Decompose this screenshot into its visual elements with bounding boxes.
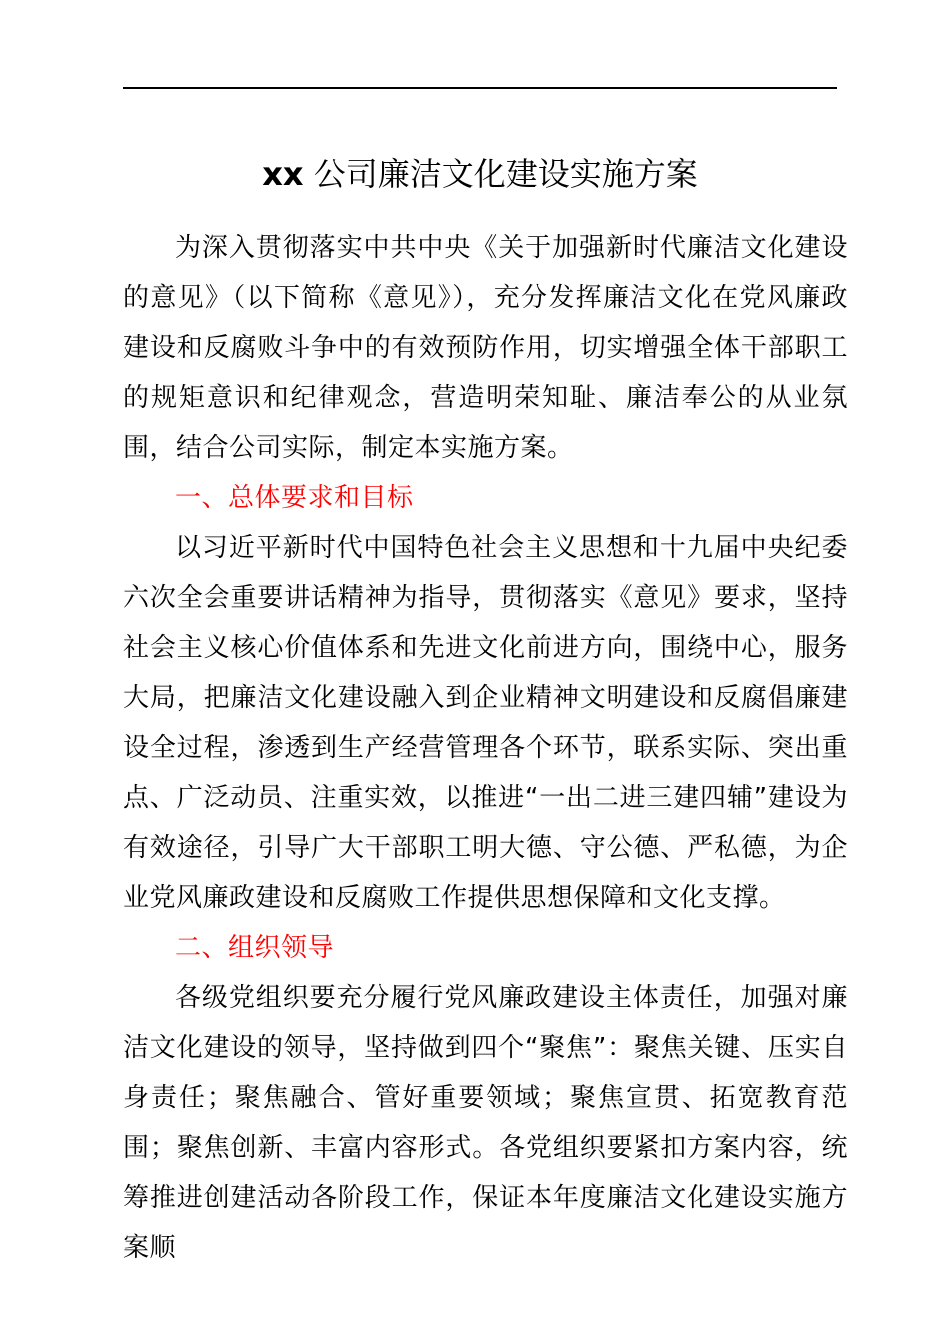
section-1-heading: 一、总体要求和目标 bbox=[175, 483, 414, 513]
section-2-paragraph: 各级党组织要充分履行党风廉政建设主体责任，加强对廉洁文化建设的领导，坚持做到四个“聚焦”：聚焦关键、压实自身责任；聚焦融合、管好重要领域；聚焦宣贯、拓宽教育范围；聚焦创新、丰富内容形式。各党组织要紧扣方案内容，统筹推进创建活动各阶段工作，保证本年度廉洁文化建设实施方案顺 bbox=[123, 983, 848, 1263]
intro-paragraph: 为深入贯彻落实中共中央《关于加强新时代廉洁文化建设的意见》（以下简称《意见》），充分发挥廉洁文化在党风廉政建设和反腐败斗争中的有效预防作用，切实增强全体干部职工的规矩意识和纪律观念，营造明荣知耻、廉洁奉公的从业氛围，结合公司实际，制定本实施方案。 bbox=[123, 233, 848, 463]
section-2-heading: 二、组织领导 bbox=[175, 933, 335, 963]
document-title bbox=[123, 148, 837, 200]
title-prefix: xx bbox=[262, 155, 304, 193]
document-body bbox=[123, 223, 848, 1273]
section-1-paragraph: 以习近平新时代中国特色社会主义思想和十九届中央纪委六次全会重要讲话精神为指导，贯彻落实《意见》要求，坚持社会主义核心价值体系和先进文化前进方向，围绕中心，服务大局，把廉洁文化建设融入到企业精神文明建设和反腐倡廉建设全过程，渗透到生产经营管理各个环节，联系实际、突出重点、广泛动员、注重实效，以推进“一出二进三建四辅”建设为有效途径，引导广大干部职工明大德、守公德、严私德，为企业党风廉政建设和反腐败工作提供思想保障和文化支撑。 bbox=[123, 533, 848, 913]
header-rule bbox=[123, 87, 837, 89]
title-text: 公司廉洁文化建设实施方案 bbox=[313, 155, 698, 193]
